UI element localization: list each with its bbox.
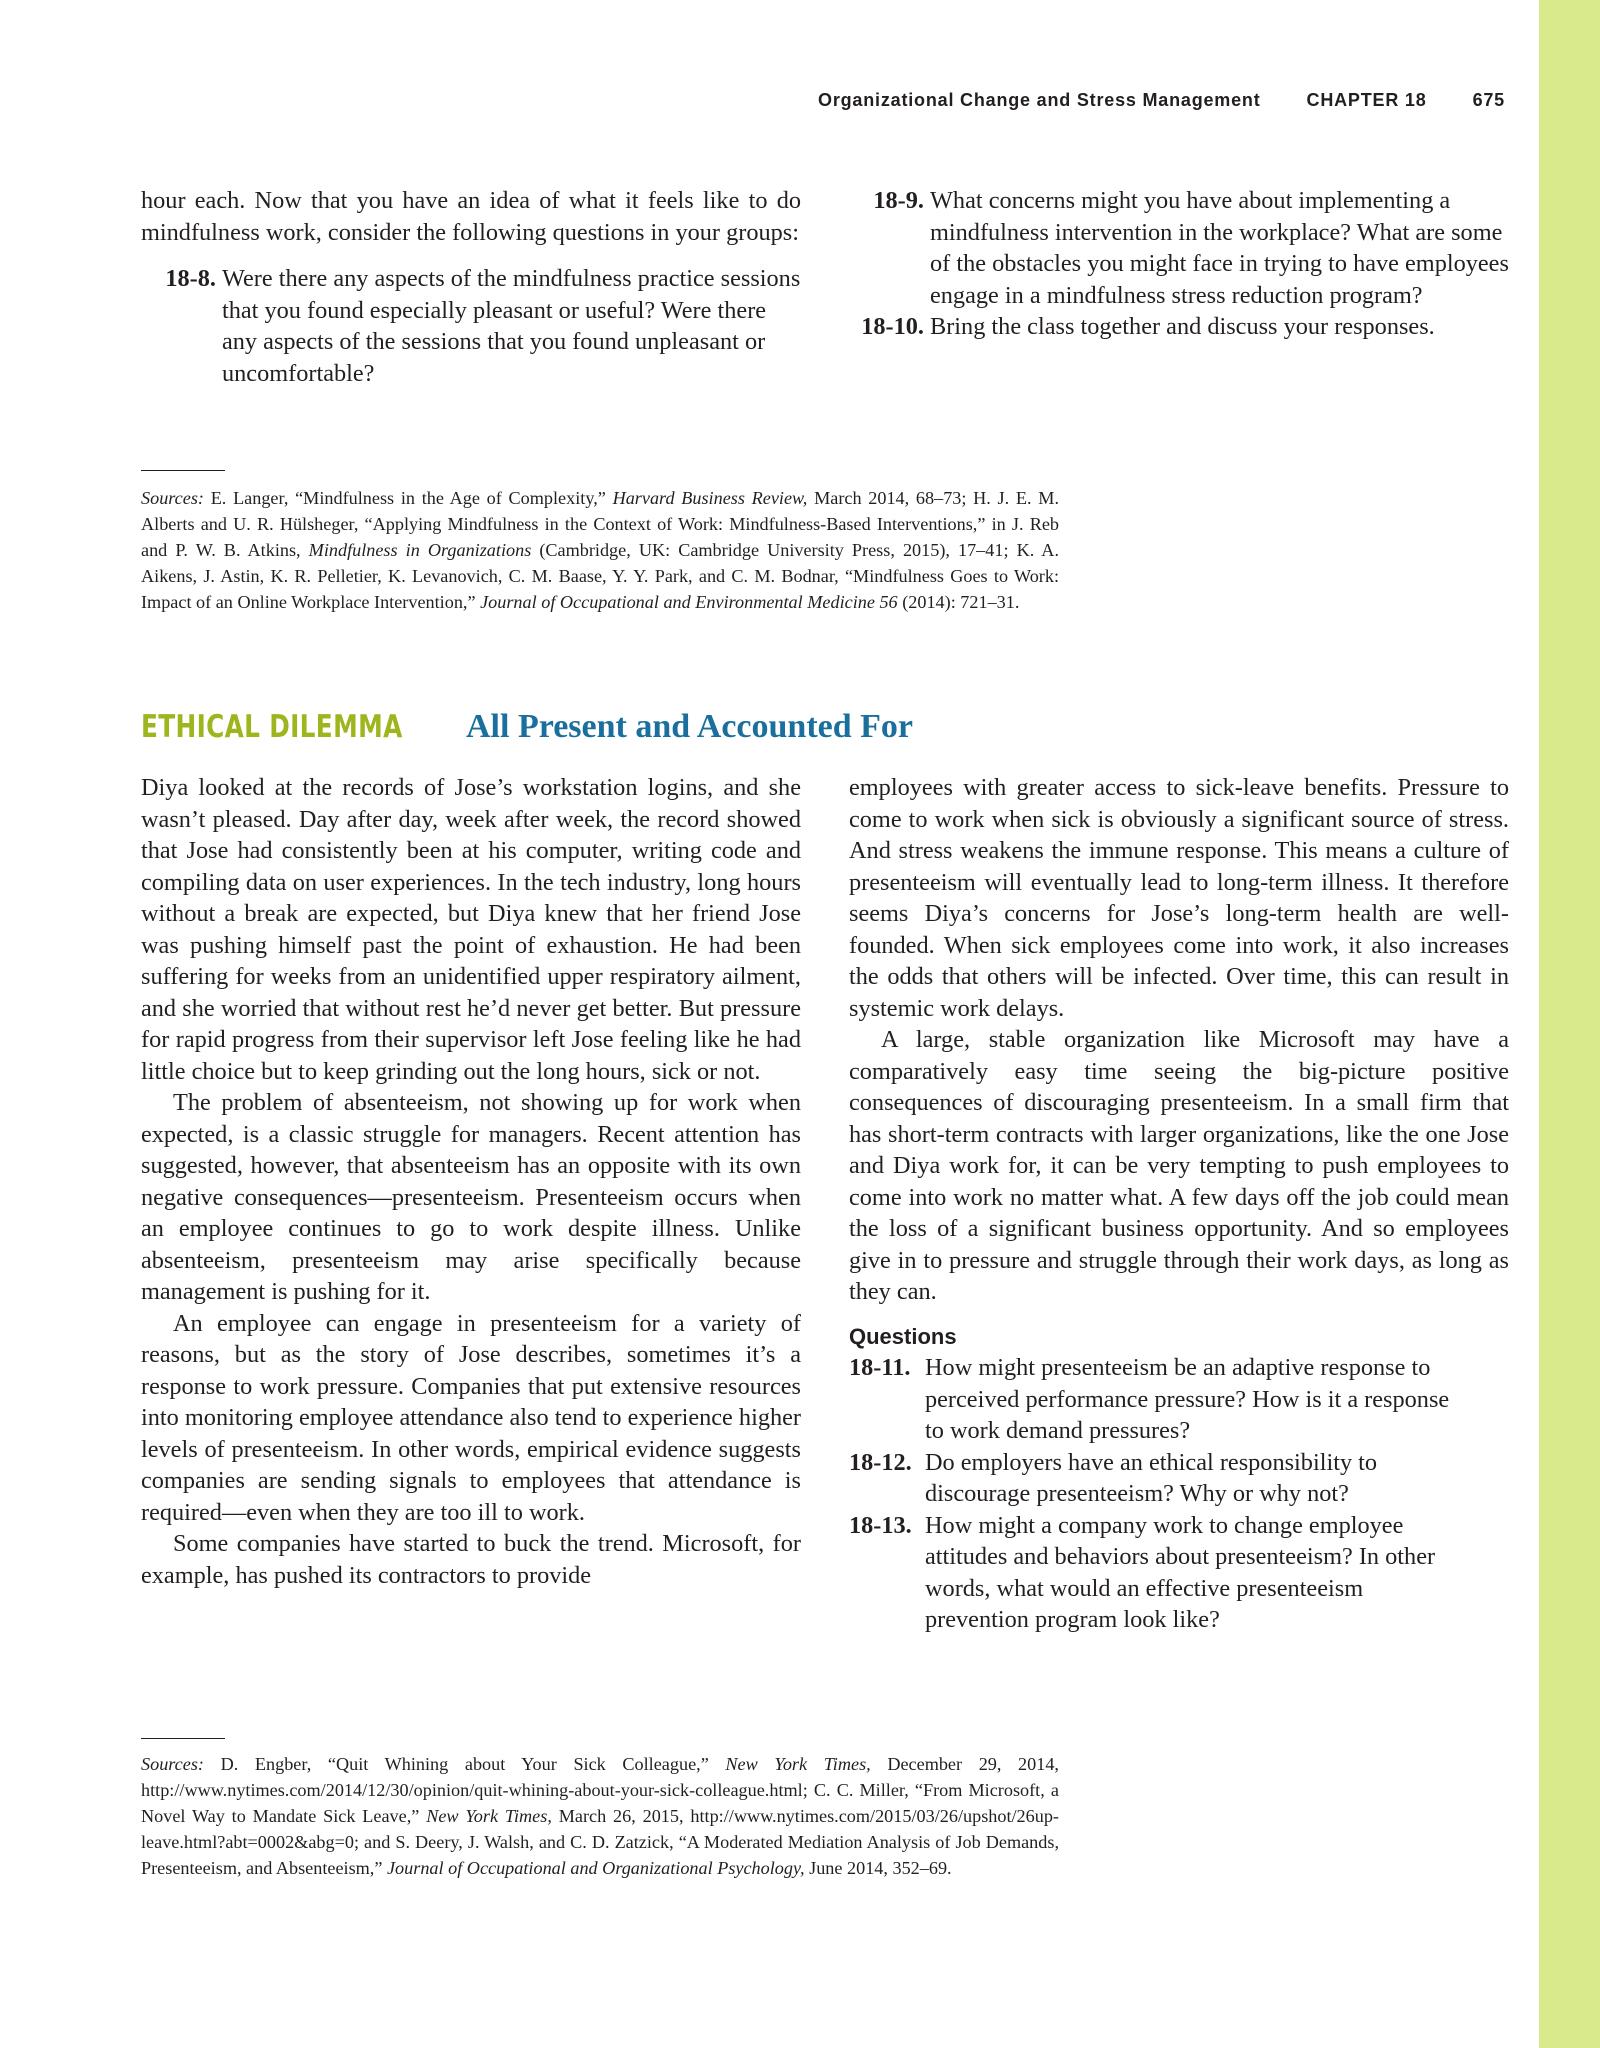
paragraph: employees with greater access to sick-leave benefits. Pressure to come to work when sick is obviously a significant source of stress. And stress weakens the immune response. This means a culture of presenteeism will eventually lead to long-term illness. It therefore seems Diya’s concerns for Jose’s long-term health are well-founded. When sick employees come into work, it also increases the odds that others will be infected. Over time, this can result in systemic work delays. [849,774,1509,1022]
question-number: 18-12. [849,1448,912,1476]
paragraph: Some companies have started to buck the trend. Microsoft, for example, has pushed its contractors to provide [141,1530,801,1589]
footnote-rule [141,1738,225,1739]
sources-italic: New York Times, [426,1806,552,1826]
question-text: Bring the class together and discuss your responses. [930,313,1435,340]
paragraph: The problem of absenteeism, not showing up for work when expected, is a classic struggle for managers. Recent attention has suggested, however, that absenteeism has an opposite with its own negative consequences—presenteeism. Presenteeism occurs when an employee continues to go to work despite illness. Unlike absenteeism, presenteeism may arise specifically because management is pushing for it. [141,1089,801,1305]
side-color-band [1539,0,1600,2048]
sources-text: (Cambridge, UK: Cambridge University Press, 2015), 17–41; K. A. Aikens, J. Astin, K. R. Pelletier, K. Levanovich, C. M. Baase, Y. Y. Park, and C. M. Bodnar, “Mindfulness Goes to Work: Impact of an Online Workplace Intervention,” [141,540,1059,612]
sources-italic: Mindfulness in Organizations [308,540,532,560]
dilemma-right-column [849,772,1509,1636]
mindfulness-sources [141,485,1059,615]
page-number: 675 [1472,90,1505,110]
paragraph: A large, stable organization like Microsoft may have a comparatively easy time seeing the big-picture positive consequences of discouraging presenteeism. In a small firm that has short-term contracts with larger organizations, like the one Jose and Diya work for, it can be very tempting to push employees to come into work no matter what. A few days off the job could mean the loss of a significant business opportunity. And so employees give in to pressure and struggle through their work days, as long as they can. [849,1026,1509,1305]
question-18-9 [849,185,1509,311]
question-text: Were there any aspects of the mindfulness practice sessions that you found especially pleasant or useful? Were there any aspects of the sessions that you found unpleasant or uncomfortable? [222,265,801,387]
sources-text: March 26, 2015, http://www.nytimes.com/2015/03/26/upshot/26up-leave.html?abt=0002&abg=0; and S. Deery, J. Walsh, and C. D. Zatzick, “A Moderated Mediation Analysis of Job Demands, Presenteeism, and Absenteeism,” [141,1806,1059,1878]
question-text: What concerns might you have about implementing a mindfulness intervention in the workplace? What are some of the obstacles you might face in trying to have employees engage in a mindfulness stress reduction program? [930,187,1509,309]
sources-text: D. Engber, “Quit Whining about Your Sick Colleague,” [203,1754,726,1774]
question-18-11 [849,1352,1509,1447]
question-number: 18-8. [165,265,216,292]
sources-text: E. Langer, “Mindfulness in the Age of Complexity,” [203,488,613,508]
dilemma-sources [141,1751,1059,1881]
sources-italic: Journal of Occupational and Environmental Medicine 56 [480,592,898,612]
footnote-rule [141,470,225,471]
sources-italic: New York Times, [725,1754,871,1774]
running-head-chapter: CHAPTER 18 [1306,90,1427,110]
paragraph: Diya looked at the records of Jose’s workstation logins, and she wasn’t pleased. Day after day, week after week, the record showed that Jose had consistently been at his computer, writing code and compiling data on user experiences. In the tech industry, long hours without a break are expected, but Diya knew that her friend Jose was pushing himself past the point of exhaustion. He had been suffering for weeks from an unidentified upper respiratory ailment, and she worried that without rest he’d never get better. But pressure for rapid progress from their supervisor left Jose feeling like he had little choice but to keep grinding out the long hours, sick or not. [141,774,801,1085]
question-number: 18-10. [861,313,924,340]
question-18-13 [849,1510,1509,1636]
question-text: Do employers have an ethical responsibility to discourage presenteeism? Why or why not? [925,1448,1378,1507]
question-number: 18-13. [849,1511,912,1539]
sources-text: June 2014, 352–69. [804,1858,952,1878]
sources-text: December 29, 2014, http://www.nytimes.com/2014/12/30/opinion/quit-whining-about-your-sick-colleague.html; C. C. Miller, “From Microsoft, a Novel Way to Mandate Sick Leave,” [141,1754,1059,1826]
running-head [818,90,1505,114]
sources-italic: Harvard Business Review, [612,488,808,508]
questions-heading: Questions [849,1323,957,1349]
question-number: 18-11. [849,1354,911,1381]
sources-italic: Journal of Occupational and Organizational Psychology, [386,1858,805,1878]
question-18-12 [849,1447,1509,1510]
sources-text: (2014): 721–31. [897,592,1020,612]
running-head-section: Organizational Change and Stress Management [818,90,1261,110]
mindfulness-left-column [141,185,801,389]
mindfulness-intro: hour each. Now that you have an idea of what it feels like to do mindfulness work, consider the following questions in your groups: [141,187,801,246]
ethical-dilemma-heading [141,708,913,754]
question-text: How might a company work to change employee attitudes and behaviors about presenteeism? In other words, what would an effective presenteeism prevention program look like? [925,1511,1436,1633]
question-18-10 [849,311,1509,343]
section-title: All Present and Accounted For [466,708,914,745]
mindfulness-right-column [849,185,1509,343]
sources-label: Sources: [141,1754,204,1774]
dilemma-left-column [141,772,801,1591]
sources-label: Sources: [141,488,204,508]
section-label: ETHICAL DILEMMA [141,709,403,745]
sources-text: March 2014, 68–73; H. J. E. M. Alberts and U. R. Hülsheger, “Applying Mindfulness in the Context of Work: Mindfulness-Based Interventions,” in J. Reb and P. W. B. Atkins, [141,488,1059,560]
question-number: 18-9. [873,187,924,214]
question-18-8 [141,263,801,389]
paragraph: An employee can engage in presenteeism for a variety of reasons, but as the story of Jose describes, sometimes it’s a response to work pressure. Companies that put extensive resources into monitoring employee attendance also tend to experience higher levels of presenteeism. In other words, empirical evidence suggests companies are sending signals to employees that attendance is required—even when they are too ill to work. [141,1309,801,1526]
question-text: How might presenteeism be an adaptive response to perceived performance pressure? How is it a response to work demand pressures? [925,1354,1450,1444]
